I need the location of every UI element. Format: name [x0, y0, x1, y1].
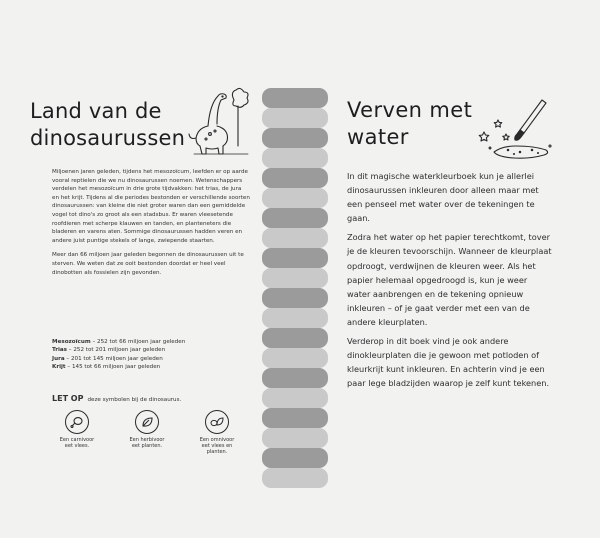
spine-band — [262, 128, 328, 148]
brachiosaurus-illustration — [188, 86, 250, 156]
paintbrush-illustration — [476, 96, 556, 162]
leaf-icon — [135, 410, 159, 434]
herbivore-symbol: Een herbivoor eet planten. — [122, 410, 172, 449]
spine-band — [262, 168, 328, 188]
spine-band — [262, 108, 328, 128]
spine-band — [262, 348, 328, 368]
carnivore-symbol: Een carnivoor eet vlees. — [52, 410, 102, 449]
book-spine — [262, 88, 328, 488]
spine-band — [262, 188, 328, 208]
extinction-paragraph: Meer dan 66 miljoen jaar geleden begonnen de dinosaurussen uit te sterven. We weten dat ze ooit bestonden doordat er heel veel dinobotten als fossielen zijn gevonden. — [52, 252, 244, 276]
spine-band — [262, 408, 328, 428]
let-op-text: deze symbolen bij de dinosaurus. — [87, 397, 182, 403]
right-page-body — [347, 169, 553, 395]
period-item: Mesozoïcum – 252 tot 66 miljoen jaar geleden — [52, 339, 186, 345]
omnivore-symbol: Een omnivoor eet vlees en planten. — [192, 410, 242, 455]
spine-band — [262, 328, 328, 348]
spine-band — [262, 308, 328, 328]
spine-band — [262, 88, 328, 108]
spine-band — [262, 268, 328, 288]
more-pages-paragraph: Verderop in dit boek vind je ook andere dinokleurplaten die je gewoon met potloden of kleurkrijt kunt inkleuren. En achterin vind je een paar lege bladzijden waarop je zelf kunt tekenen. — [347, 336, 550, 389]
spine-band — [262, 428, 328, 448]
spine-band — [262, 148, 328, 168]
left-page-title: Land van de dinosaurussen — [30, 99, 186, 150]
spine-band — [262, 368, 328, 388]
spine-band — [262, 468, 328, 488]
colour-magic-paragraph: Zodra het water op het papier terechtkomt, tover je de kleuren tevoorschijn. Wanneer de kleurplaat opdroogt, verdwijnen de kleuren weer. Als het papier helemaal opgedroogd is, kun je weer water aanbrengen en de tekening opnieuw inkleuren – of je gaat verder met een van de andere kleurplaten. — [347, 232, 552, 327]
let-op-note — [52, 394, 252, 403]
left-page-body — [52, 168, 250, 283]
period-item: Jura – 201 tot 145 miljoen jaar geleden — [52, 355, 163, 362]
diet-symbols — [52, 410, 252, 460]
let-op-label: LET OP — [52, 394, 84, 403]
spine-band — [262, 248, 328, 268]
spine-band — [262, 288, 328, 308]
right-page-title: Verven met water — [347, 98, 473, 149]
meat-icon — [65, 410, 89, 434]
meat-and-leaf-icon — [205, 410, 229, 434]
period-item: Krijt – 145 tot 66 miljoen jaar geleden — [52, 363, 161, 370]
period-list — [52, 338, 252, 371]
spine-band — [262, 208, 328, 228]
spine-band — [262, 228, 328, 248]
period-item: Trias – 252 tot 201 miljoen jaar geleden — [52, 347, 166, 354]
spine-band — [262, 388, 328, 408]
intro-paragraph: Miljoenen jaren geleden, tijdens het mesozoïcum, leefden er op aarde vooral reptielen die we nu dinosaurussen noemen. Wetenschappers verdelen het mesozoïcum in drie grote tijdvakken: het trias, de jura en het krijt. Tijdens al die periodes bestonden er verschillende soorten dinosaurussen: van kleine die niet groter waren dan een gemiddelde vogel tot dino's zo groot als een stadsbus. Er waren vleesetende roofdieren met scherpe klauwen en tanden, en planteneters die bladeren en varens aten. Sommige dinosaurussen hadden veren en andere juist puntige stekels of lange, zwiepende staarten. — [52, 169, 250, 244]
spine-band — [262, 448, 328, 468]
intro-paragraph: In dit magische waterkleurboek kun je allerlei dinosaurussen inkleuren door alleen maar met een penseel met water over de tekeningen te gaan. — [347, 171, 539, 224]
